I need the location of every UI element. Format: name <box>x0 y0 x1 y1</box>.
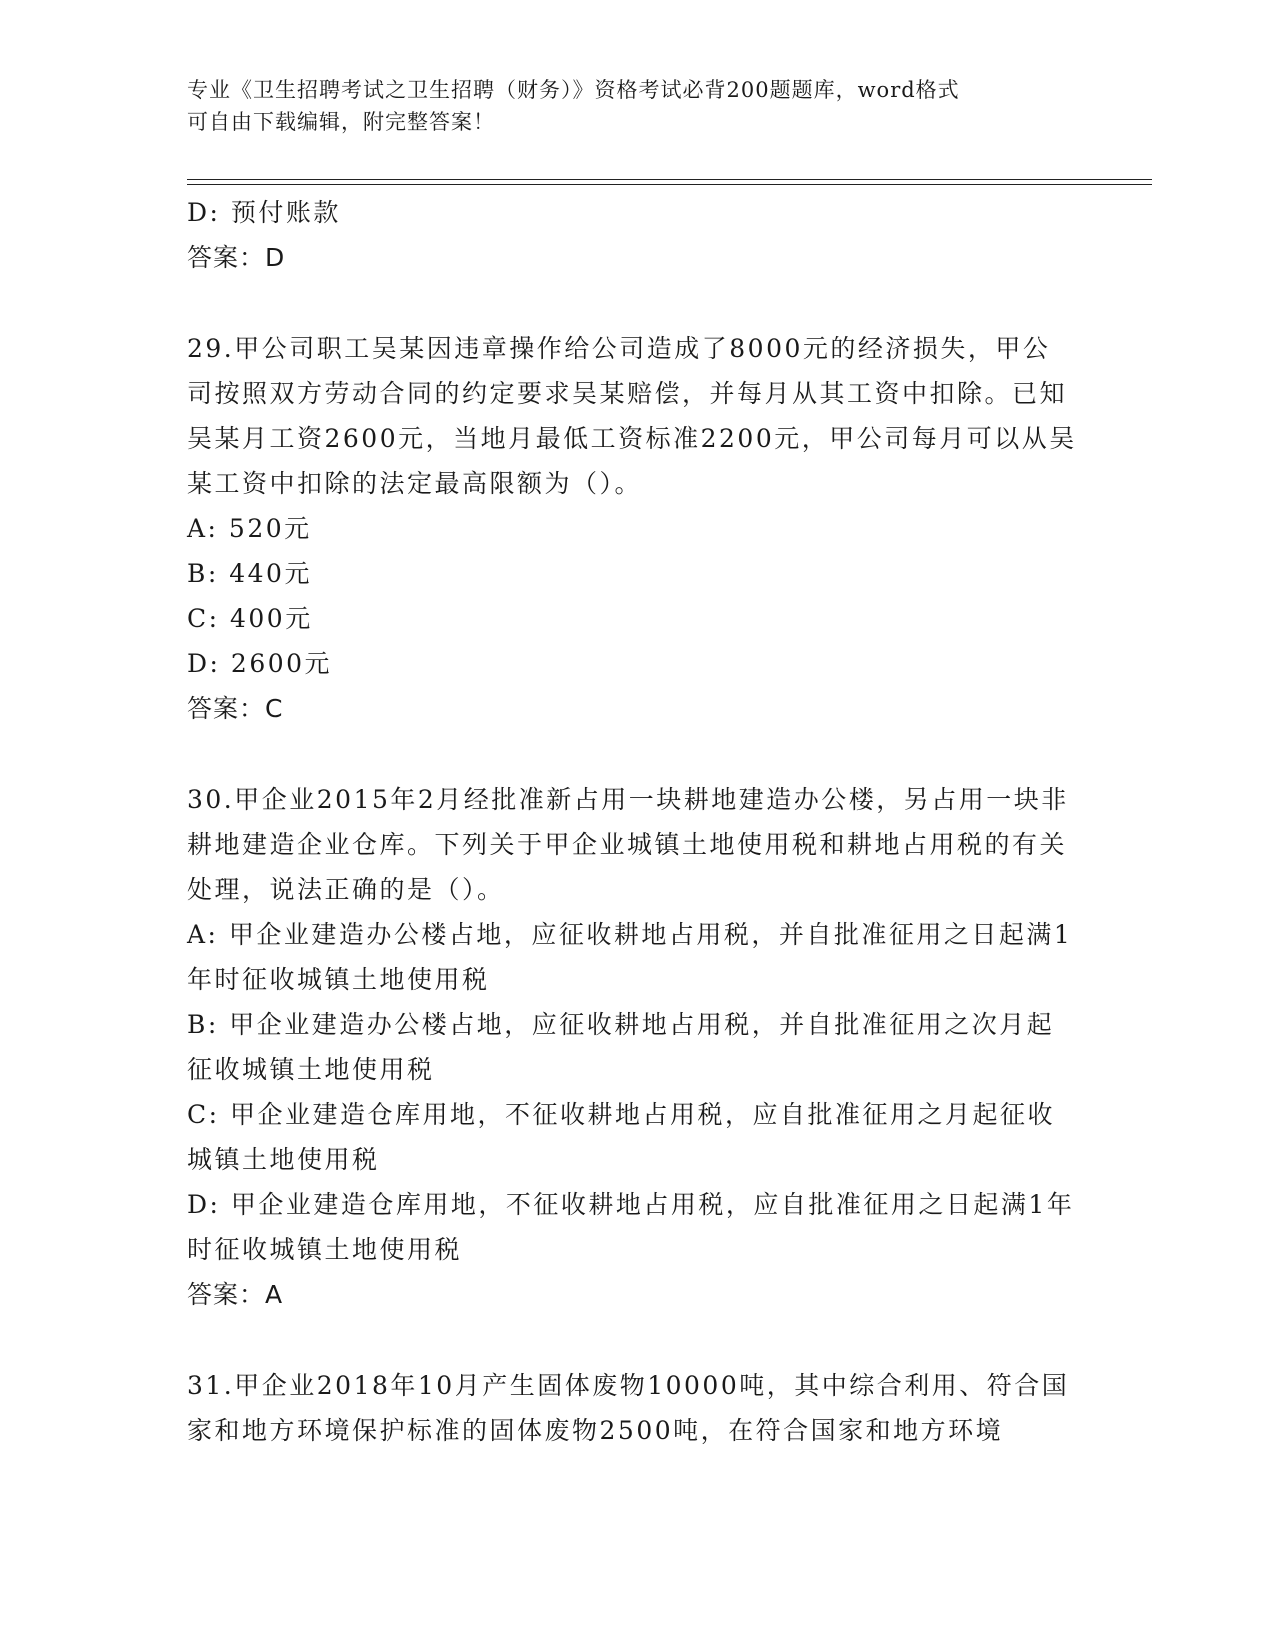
option-c: C: 甲企业建造仓库用地，不征收耕地占用税，应自批准征用之月起征收城镇土地使用税 <box>187 1100 1056 1174</box>
spacer <box>187 731 1077 777</box>
option-c: C: 400元 <box>187 604 313 633</box>
answer-line: 答案：D <box>187 243 286 272</box>
option-b: B: 440元 <box>187 559 312 588</box>
header-rule-top <box>187 179 1152 180</box>
document-header <box>187 74 1067 138</box>
question-stem: 31.甲企业2018年10月产生固体废物10000吨，其中综合利用、符合国家和地方环境保护标准的固体废物2500吨，在符合国家和地方环境 <box>187 1371 1070 1445</box>
option-d: D: 2600元 <box>187 649 333 678</box>
question-31 <box>187 1363 1077 1453</box>
spacer <box>187 1317 1077 1363</box>
option-b: B: 甲企业建造办公楼占地，应征收耕地占用税，并自批准征用之次月起征收城镇土地使用税 <box>187 1010 1055 1084</box>
option-a: A: 520元 <box>187 514 312 543</box>
document-body <box>187 190 1077 1453</box>
question-30 <box>187 777 1077 1317</box>
answer-line: 答案：C <box>187 694 284 723</box>
option-d: D: 预付账款 <box>187 198 341 227</box>
header-line-1: 专业《卫生招聘考试之卫生招聘（财务）》资格考试必背200题题库，word格式 <box>187 78 960 102</box>
option-a: A: 甲企业建造办公楼占地，应征收耕地占用税，并自批准征用之日起满1年时征收城镇土地使用税 <box>187 920 1073 994</box>
header-line-2: 可自由下载编辑，附完整答案！ <box>187 110 495 134</box>
option-d: D: 甲企业建造仓库用地，不征收耕地占用税，应自批准征用之日起满1年时征收城镇土地使用税 <box>187 1190 1075 1264</box>
previous-question <box>187 190 1077 280</box>
question-stem: 30.甲企业2015年2月经批准新占用一块耕地建造办公楼，另占用一块非耕地建造企业仓库。下列关于甲企业城镇土地使用税和耕地占用税的有关处理，说法正确的是（）。 <box>187 785 1069 904</box>
spacer <box>187 280 1077 326</box>
header-rule-bottom <box>187 184 1152 185</box>
question-stem: 29.甲公司职工吴某因违章操作给公司造成了8000元的经济损失，甲公司按照双方劳动合同的约定要求吴某赔偿，并每月从其工资中扣除。已知吴某月工资2600元，当地月最低工资标准2200元，甲公司每月可以从吴某工资中扣除的法定最高限额为（）。 <box>187 334 1077 498</box>
answer-line: 答案：A <box>187 1280 284 1309</box>
question-29 <box>187 326 1077 731</box>
